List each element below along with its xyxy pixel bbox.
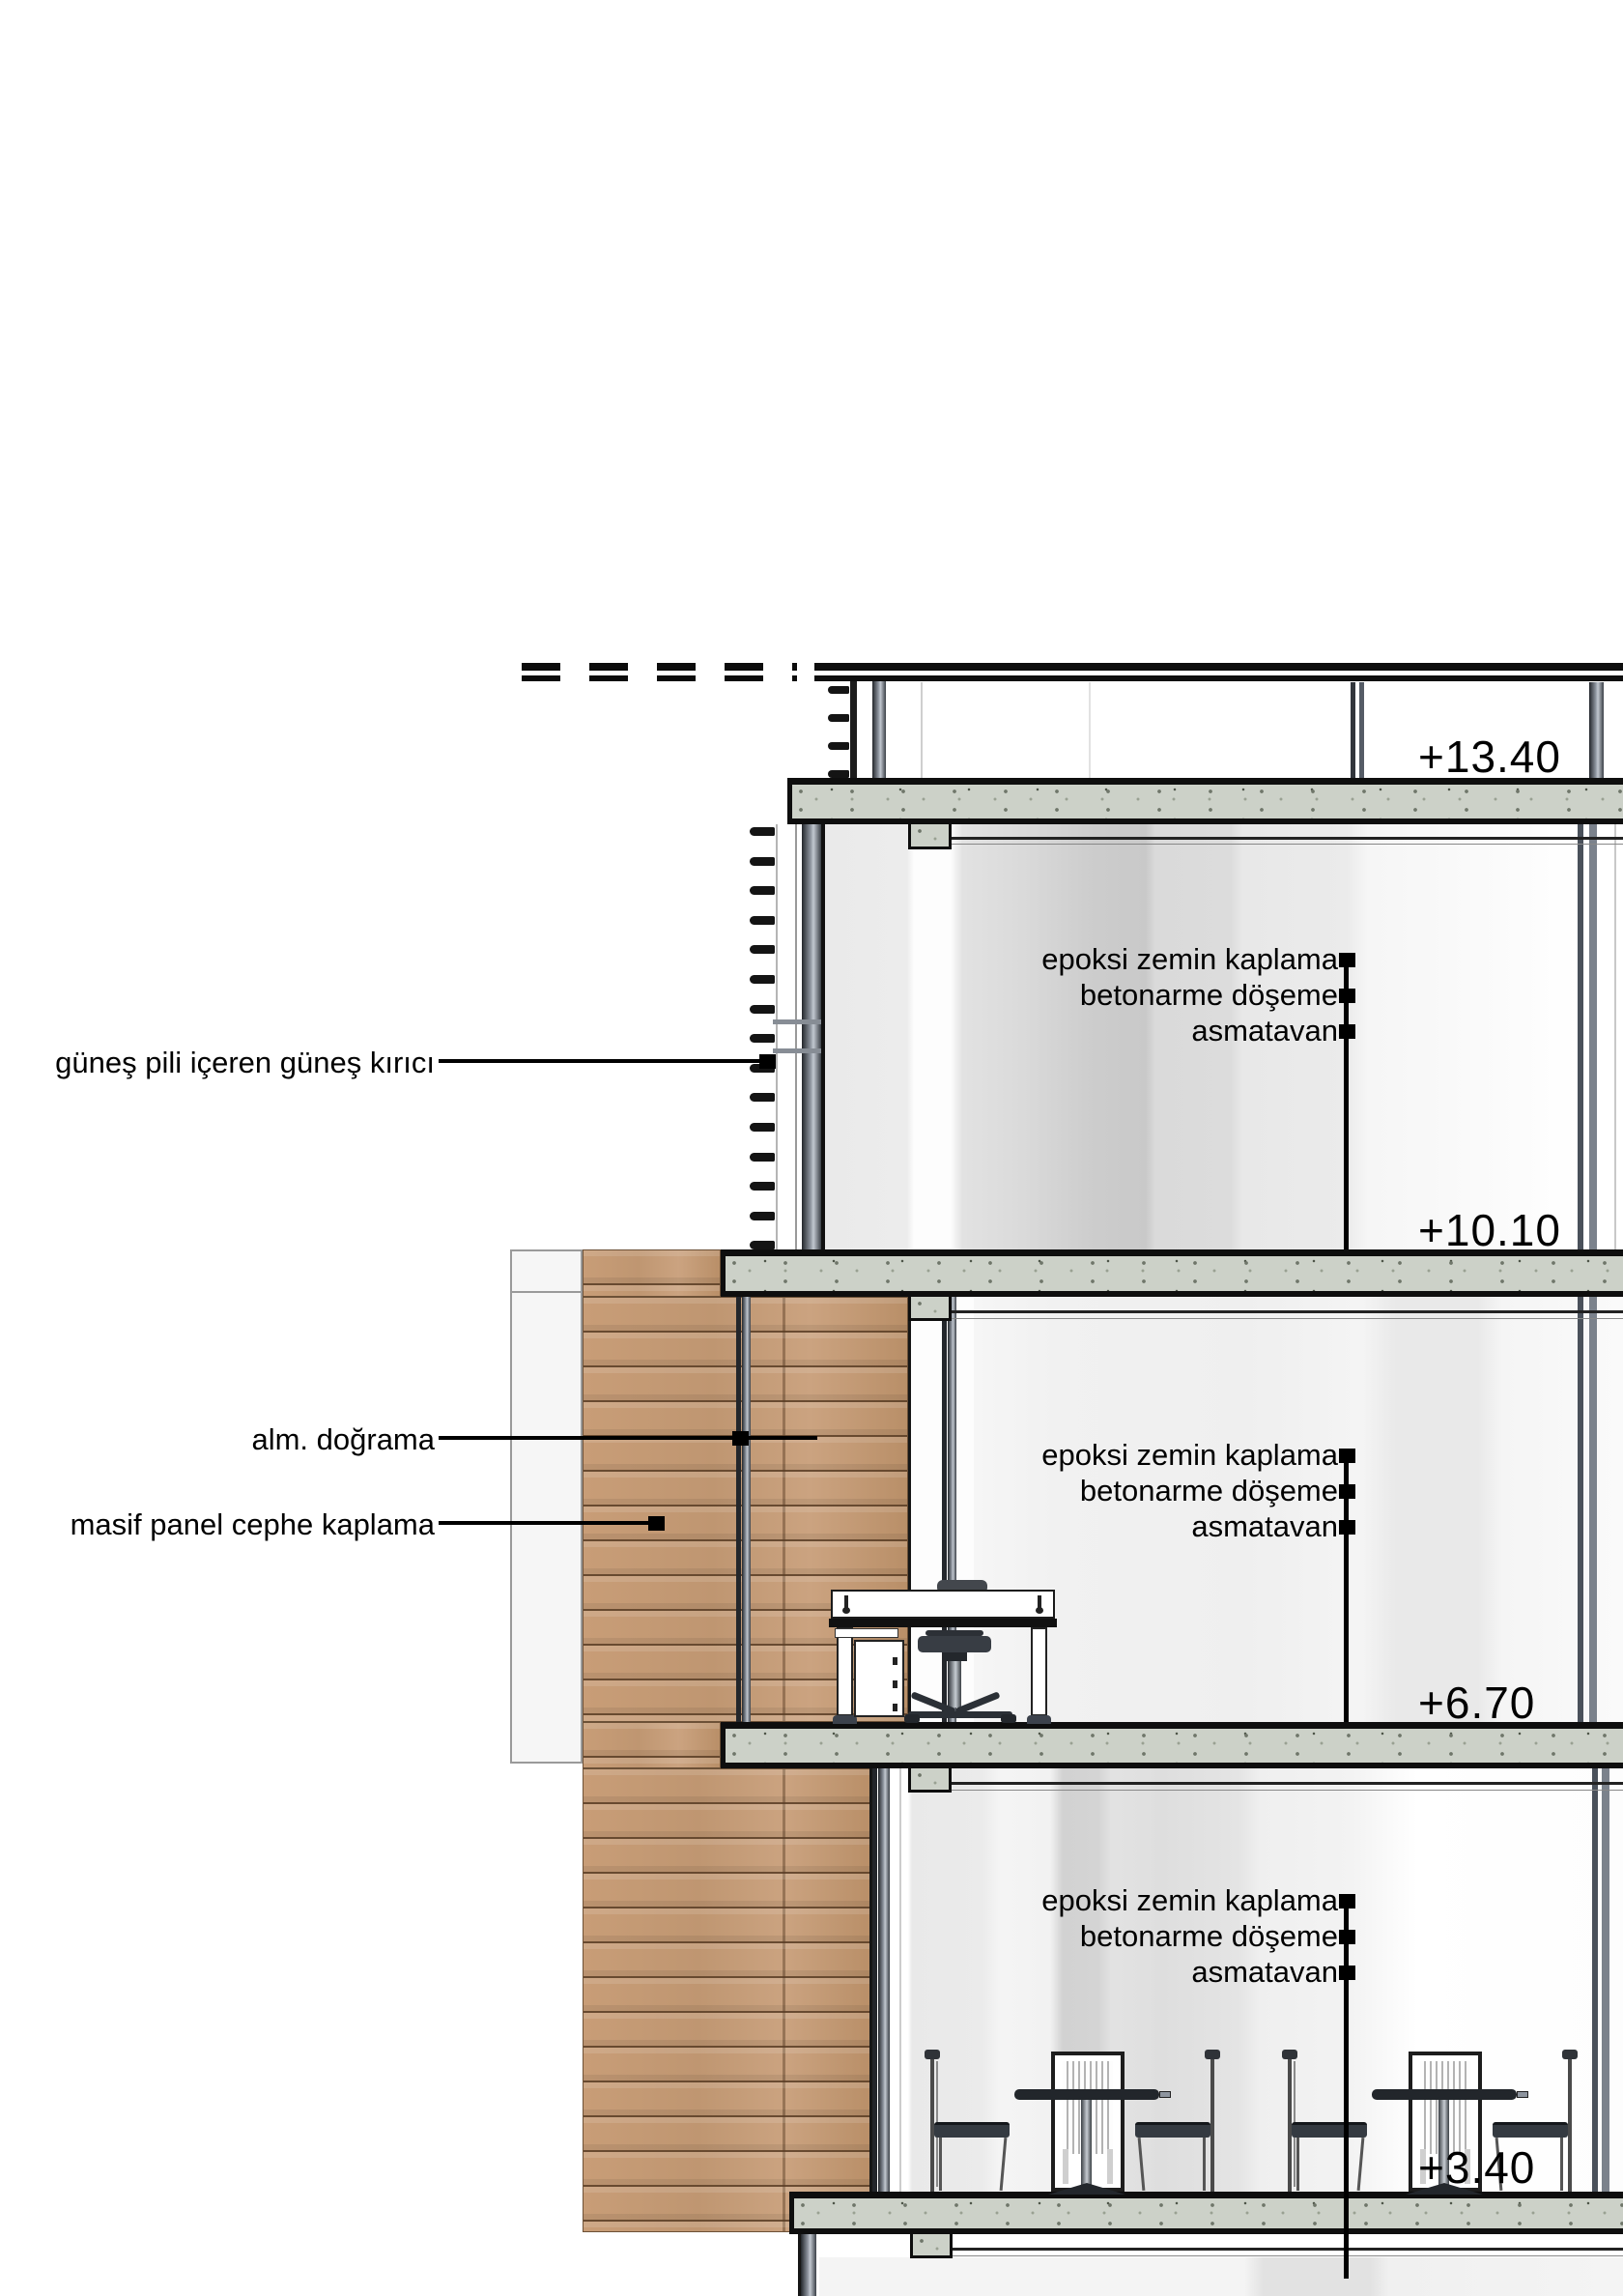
louver-fin — [750, 857, 775, 866]
louver-fin — [828, 770, 849, 778]
ceiling-line-thin — [953, 2255, 1623, 2256]
cafe-chair-backpost — [1568, 2054, 1572, 2192]
cafe-chair-cap — [1282, 2050, 1297, 2059]
ceiling-line-thin — [952, 1318, 1623, 1319]
roof-dashed-line — [522, 675, 797, 681]
cafe-chair-leg — [1357, 2138, 1365, 2191]
floor1-right-mullion — [1592, 1768, 1598, 2192]
floor1-glass-mullion — [878, 1768, 890, 2192]
leader-marker — [648, 1516, 665, 1531]
desk-tray — [835, 1628, 898, 1638]
wood-cladding-lower — [583, 1768, 871, 2232]
floor3-glass-line — [776, 824, 778, 1249]
office-chair-column — [949, 1661, 961, 1708]
ceiling-line — [952, 1310, 1623, 1313]
ceiling-line — [952, 837, 1623, 840]
office-chair-seat — [918, 1636, 991, 1652]
slab-3-40 — [789, 2192, 1623, 2234]
cafe-table-tab — [1159, 2091, 1171, 2098]
annotation-line: asmatavan — [1191, 1014, 1338, 1048]
slab-13-40 — [787, 778, 1623, 824]
elevation-label-3-40: +3.40 — [1418, 2142, 1536, 2193]
annotation-alum-frame: alm. doğrama — [251, 1422, 435, 1456]
facade-mullion — [742, 1297, 751, 1768]
ceiling-line — [953, 2248, 1623, 2251]
desk-hook — [1036, 1607, 1043, 1614]
floor3-wall-edge — [821, 824, 825, 1249]
floor3-right-line — [1614, 824, 1616, 1249]
floor4-glazing-line — [921, 682, 923, 778]
cafe-chair-cap — [1562, 2050, 1578, 2059]
annotation-line: betonarme döşeme — [1079, 1474, 1338, 1507]
louver-fin — [750, 1153, 775, 1162]
roof-dashed-line — [522, 663, 797, 671]
cafe-table-top — [1014, 2089, 1159, 2100]
leader-marker — [759, 1054, 776, 1069]
leader-vertical-line — [1344, 1898, 1349, 2279]
louver-fin — [828, 714, 849, 722]
roof-line — [814, 675, 1623, 681]
louver-fin — [828, 742, 849, 750]
wood-cladding-beside-slab — [583, 1722, 721, 1768]
floor1-glass-line — [899, 1768, 901, 2192]
cafe-chair-leg — [1138, 2138, 1146, 2191]
cafe-chair-leg — [1000, 2138, 1008, 2191]
louver-fin — [750, 1241, 775, 1249]
floor3-transom — [773, 1048, 821, 1053]
leader-vertical-line — [1344, 1452, 1349, 1722]
annotation-line: asmatavan — [1191, 1955, 1338, 1989]
louver-fin — [750, 1034, 775, 1043]
slab-6-70-downstand — [908, 1768, 952, 1793]
louver-fin — [750, 1212, 775, 1220]
leader-marker — [732, 1431, 749, 1446]
cafe-back-chair-leg — [1063, 2149, 1068, 2184]
drawer-pull — [893, 1657, 897, 1665]
floor3-right-mullion — [1578, 824, 1583, 1249]
slab-10-10 — [721, 1249, 1623, 1297]
elevation-label-10-10: +10.10 — [1418, 1205, 1561, 1255]
cafe-table-tab — [1517, 2091, 1528, 2098]
desk-hook — [842, 1607, 850, 1614]
floor2-right-mullion — [1589, 1297, 1597, 1722]
leader-line-alum-frame — [439, 1436, 817, 1440]
cafe-chair-leg — [1203, 2138, 1206, 2191]
floor4-right-mullion — [1589, 682, 1604, 778]
cafe-chair-seat — [934, 2122, 1010, 2138]
desk-edge — [829, 1619, 1057, 1627]
wood-cladding-upper — [583, 1249, 721, 1297]
annotation-line: betonarme döşeme — [1079, 1919, 1338, 1953]
floor4-wall-mullion-black — [850, 679, 857, 783]
desk-leg — [1031, 1627, 1047, 1716]
louver-fin — [750, 1123, 775, 1132]
drawer-pull — [893, 1680, 897, 1688]
office-chair-foot — [904, 1714, 920, 1723]
ceiling-line-thin — [952, 844, 1623, 845]
cafe-chair-seat — [1135, 2122, 1210, 2138]
floor3-glass-line — [795, 824, 797, 1249]
cafe-chair-cap — [1205, 2050, 1220, 2059]
louver-fin — [750, 827, 775, 836]
slab-6-70 — [721, 1722, 1623, 1768]
leader-vertical-line — [1344, 957, 1349, 1249]
facade-side-panel-joint — [510, 1291, 583, 1293]
slab-10-10-downstand — [908, 1297, 952, 1321]
office-chair-base — [908, 1711, 1012, 1718]
floor-annotation-group — [932, 941, 1338, 1048]
slab-3-40-downstand — [910, 2234, 953, 2258]
cafe-chair-seat — [1292, 2122, 1367, 2138]
floor2-right-mullion — [1578, 1297, 1583, 1722]
annotation-line: epoksi zemin kaplama — [1041, 1883, 1338, 1917]
desk-group — [829, 1578, 1061, 1725]
solar-louver-fins-floor4 — [828, 686, 849, 783]
louver-fin — [828, 686, 849, 694]
louver-fin — [750, 916, 775, 925]
annotation-line: epoksi zemin kaplama — [1041, 1438, 1338, 1472]
cafe-chair-leg — [1296, 2138, 1299, 2191]
annotation-solid-panel: masif panel cephe kaplama — [70, 1507, 435, 1541]
desk-top — [831, 1590, 1055, 1619]
floor4-glazing-line — [1089, 682, 1091, 778]
facade-side-panel — [510, 1249, 583, 1764]
slab-13-40-downstand — [908, 824, 952, 849]
desk-leg — [837, 1627, 853, 1716]
louver-fin — [750, 945, 775, 954]
floor3-transom — [773, 1019, 821, 1024]
floor4-mullion — [1359, 682, 1364, 778]
leader-line-solid-panel — [439, 1521, 661, 1525]
louver-fin — [750, 1093, 775, 1102]
basement-interior — [819, 2257, 1623, 2296]
floor-annotation-group — [932, 1437, 1338, 1544]
desk-foot — [1027, 1715, 1051, 1724]
cafe-chair-leg — [939, 2138, 942, 2191]
floor4-wall-mullion — [872, 679, 886, 783]
leader-line-sun-breaker — [439, 1059, 773, 1063]
office-chair-foot — [1001, 1714, 1016, 1723]
facade-mullion-dark — [736, 1297, 741, 1768]
office-chair-mechanism — [944, 1652, 967, 1661]
floor3-right-mullion — [1589, 824, 1597, 1249]
ceiling-line-thin — [952, 1790, 1623, 1791]
floor1-right-mullion — [1602, 1768, 1609, 2192]
louver-fin — [750, 1005, 775, 1014]
annotation-line: asmatavan — [1191, 1509, 1338, 1543]
cafe-back-chair-leg — [1107, 2149, 1113, 2184]
louver-fin — [750, 975, 775, 984]
ceiling-line — [952, 1782, 1623, 1785]
basement-mullion — [801, 2234, 816, 2296]
annotation-sun-breaker: güneş pili içeren güneş kırıcı — [55, 1046, 435, 1079]
drawer-pull — [893, 1704, 897, 1711]
annotation-line: betonarme döşeme — [1079, 978, 1338, 1012]
floor4-mullion — [1351, 682, 1355, 778]
floor-annotation-group — [932, 1882, 1338, 1990]
cafe-table-top — [1372, 2089, 1517, 2100]
floor1-glass-mullion-dark — [872, 1768, 877, 2192]
cafe-chair-backpost — [1210, 2054, 1214, 2192]
cafe-chair-cap — [925, 2050, 940, 2059]
solar-louver-fins-floor3 — [750, 827, 775, 1252]
floor3-mullion — [802, 824, 821, 1249]
roof-line — [814, 663, 1623, 671]
elevation-label-13-40: +13.40 — [1418, 732, 1561, 782]
annotation-line: epoksi zemin kaplama — [1041, 942, 1338, 976]
elevation-label-6-70: +6.70 — [1418, 1678, 1536, 1728]
louver-fin — [750, 886, 775, 895]
cafe-table-stem — [1081, 2100, 1092, 2187]
cafe-group — [923, 2023, 1222, 2192]
cafe-chair-seat — [1493, 2122, 1568, 2138]
louver-fin — [750, 1182, 775, 1191]
cafe-chair-leg — [1560, 2138, 1563, 2191]
